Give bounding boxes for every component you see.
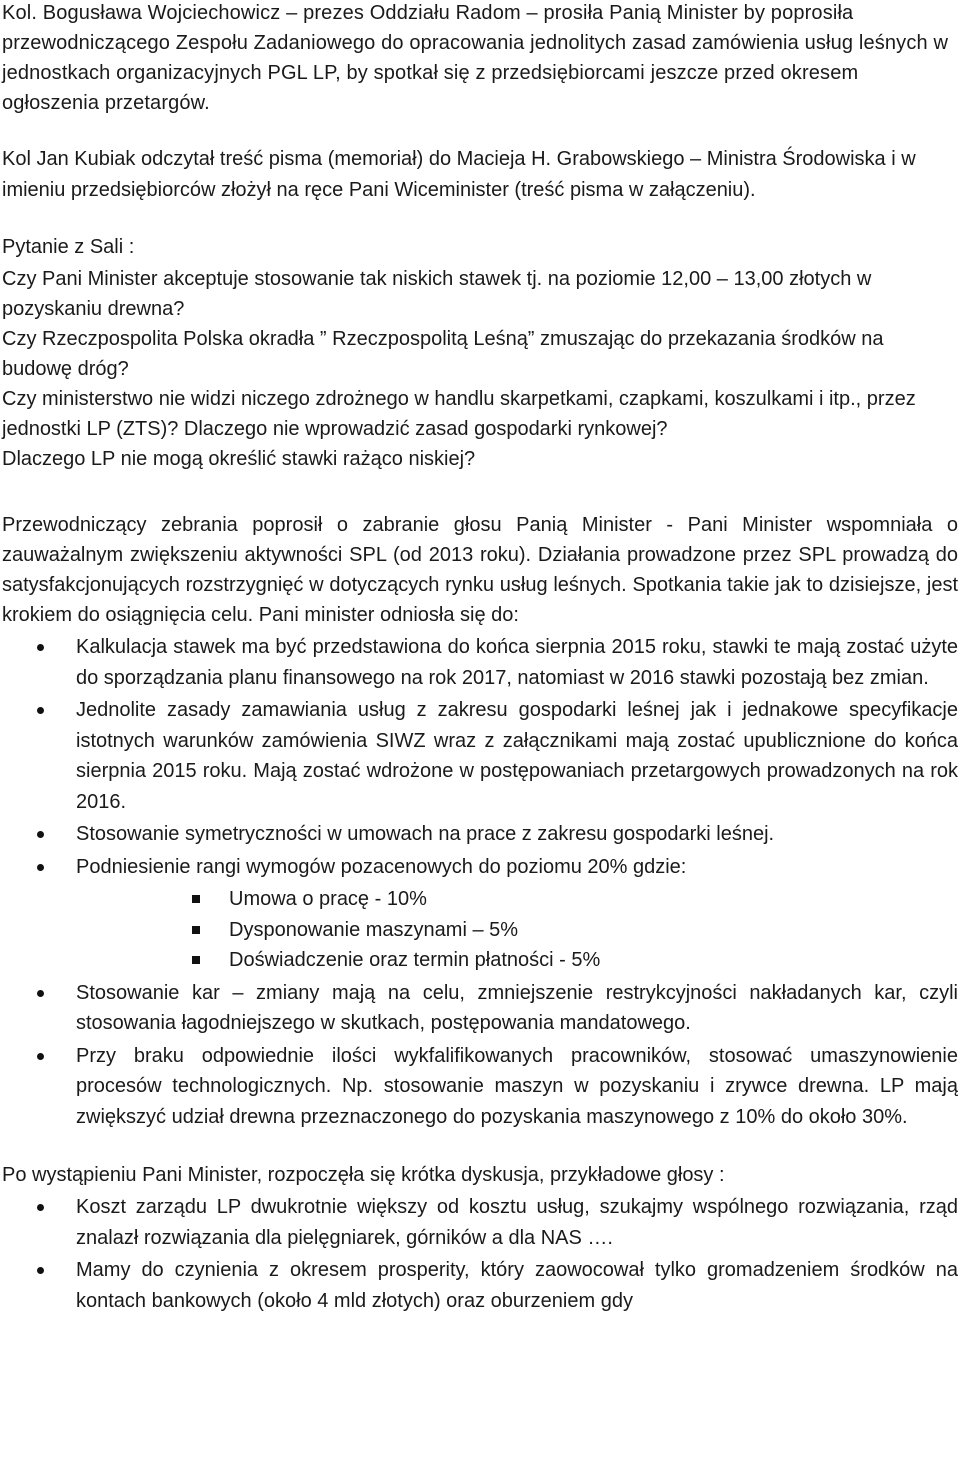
list-item-text: Jednolite zasady zamawiania usług z zakresu gospodarki leśnej jak i jednakowe specyfikacje istotnych warunków zamówienia SIWZ wraz z załącznikami mają zostać upublicznione do końca sierpnia 2015 roku. Mają zostać wdrożone w postępowaniach przetargowych prowadzonych na rok 2016. bbox=[76, 699, 958, 813]
list-item bbox=[2, 1255, 958, 1316]
requirements-sublist bbox=[2, 884, 958, 976]
list-item-text: Stosowanie kar – zmiany mają na celu, zmniejszenie restrykcyjności nakładanych kar, czyli stosowania łagodniejszego w skutkach, postępowania mandatowego. bbox=[76, 981, 958, 1034]
list-item-text: Kalkulacja stawek ma być przedstawiona do końca sierpnia 2015 roku, stawki te mają zostać użyte do sporządzania planu finansowego na rok 2017, natomiast w 2016 stawki pozostają bez zmian. bbox=[76, 636, 958, 689]
minister-points-list bbox=[2, 632, 958, 882]
question-item: Czy Rzeczpospolita Polska okradła ” Rzeczpospolitą Leśną” zmuszając do przekazania środków na budowę dróg? bbox=[2, 328, 884, 380]
minister-points-list-continued bbox=[2, 978, 958, 1133]
sub-list-item bbox=[2, 915, 958, 946]
square-bullet-icon bbox=[192, 956, 200, 964]
discussion-voices-list bbox=[2, 1192, 958, 1316]
bullet-icon bbox=[37, 1053, 44, 1060]
list-item-text: Stosowanie symetryczności w umowach na prace z zakresu gospodarki leśnej. bbox=[76, 823, 775, 845]
list-item-text: Mamy do czynienia z okresem prosperity, który zaowocował tylko gromadzeniem środków na kontach bankowych (około 4 mld złotych) oraz oburzeniem gdy bbox=[76, 1259, 958, 1312]
list-item bbox=[2, 819, 958, 850]
paragraph-request-text: Kol. Bogusława Wojciechowicz – prezes Oddziału Radom – prosiła Panią Minister by poprosiła przewodniczącego Zespołu Zadaniowego do opracowania jednolitych zasad zamówienia usług leśnych w jednostkach organizacyjnych PGL LP, by spotkał się z przedsiębiorcami jeszcze przed okresem ogłoszenia przetargów. bbox=[2, 2, 949, 114]
bullet-icon bbox=[37, 644, 44, 651]
bullet-icon bbox=[37, 1204, 44, 1211]
list-item bbox=[2, 695, 958, 817]
questions-header: Pytanie z Sali : bbox=[2, 236, 135, 258]
question-item: Czy ministerstwo nie widzi niczego zdrożnego w handlu skarpetkami, czapkami, koszulkami i itp., przez jednostki LP (ZTS)? Dlaczego nie wprowadzić zasad gospodarki rynkowej? bbox=[2, 388, 916, 440]
bullet-icon bbox=[37, 990, 44, 997]
list-item bbox=[2, 978, 958, 1039]
square-bullet-icon bbox=[192, 895, 200, 903]
bullet-icon bbox=[37, 864, 44, 871]
bullet-icon bbox=[37, 831, 44, 838]
sub-list-item-text: Umowa o pracę - 10% bbox=[229, 888, 427, 910]
paragraph-request bbox=[2, 0, 958, 118]
paragraph-memorial: Kol Jan Kubiak odczytał treść pisma (memoriał) do Macieja H. Grabowskiego – Ministra Środowiska i w imieniu przedsiębiorców złożył na ręce Pani Wiceminister (treść pisma w załączeniu). bbox=[2, 148, 916, 201]
list-item bbox=[2, 632, 958, 693]
list-item bbox=[2, 1192, 958, 1253]
square-bullet-icon bbox=[192, 926, 200, 934]
bullet-icon bbox=[37, 707, 44, 714]
sub-list-item bbox=[2, 884, 958, 915]
sub-list-item-text: Dysponowanie maszynami – 5% bbox=[229, 918, 519, 941]
sub-list-item-text: Doświadczenie oraz termin płatności - 5% bbox=[229, 949, 601, 971]
list-item bbox=[2, 852, 958, 883]
sub-list-item bbox=[2, 945, 958, 976]
list-item-text: Koszt zarządu LP dwukrotnie większy od kosztu usług, szukajmy wspólnego rozwiązania, rząd znalazł rozwiązania dla pielęgniarek, górników a dla NAS …. bbox=[76, 1196, 958, 1249]
list-item-text: Przy braku odpowiednie ilości wykfalifikowanych pracowników, stosować umaszynowienie procesów technologicznych. Np. stosowanie maszyn w pozyskaniu i zrywce drewna. LP mają zwiększyć udział drewna przeznaczonego do pozyskania maszynowego z 10% do około 30%. bbox=[76, 1044, 958, 1128]
bullet-icon bbox=[37, 1267, 44, 1274]
question-item: Dlaczego LP nie mogą określić stawki rażąco niskiej? bbox=[2, 448, 476, 470]
paragraph-discussion: Po wystąpieniu Pani Minister, rozpoczęła się krótka dyskusja, przykładowe głosy : bbox=[2, 1164, 725, 1186]
paragraph-minister-speech: Przewodniczący zebrania poprosił o zabranie głosu Panią Minister - Pani Minister wspomniała o zauważalnym zwiększeniu aktywności SPL (od 2013 roku). Działania prowadzone przez SPL prowadzą do satysfakcjonujących rozstrzygnięć w dotyczących rynku usług leśnych. Spotkania takie jak to dzisiejsze, jest krokiem do osiągnięcia celu. Pani minister odniosła się do: bbox=[2, 514, 958, 626]
list-item bbox=[2, 1041, 958, 1133]
question-item: Czy Pani Minister akceptuje stosowanie tak niskich stawek tj. na poziomie 12,00 – 13,00 złotych w pozyskaniu drewna? bbox=[2, 268, 872, 320]
list-item-text: Podniesienie rangi wymogów pozacenowych do poziomu 20% gdzie: bbox=[76, 855, 687, 878]
